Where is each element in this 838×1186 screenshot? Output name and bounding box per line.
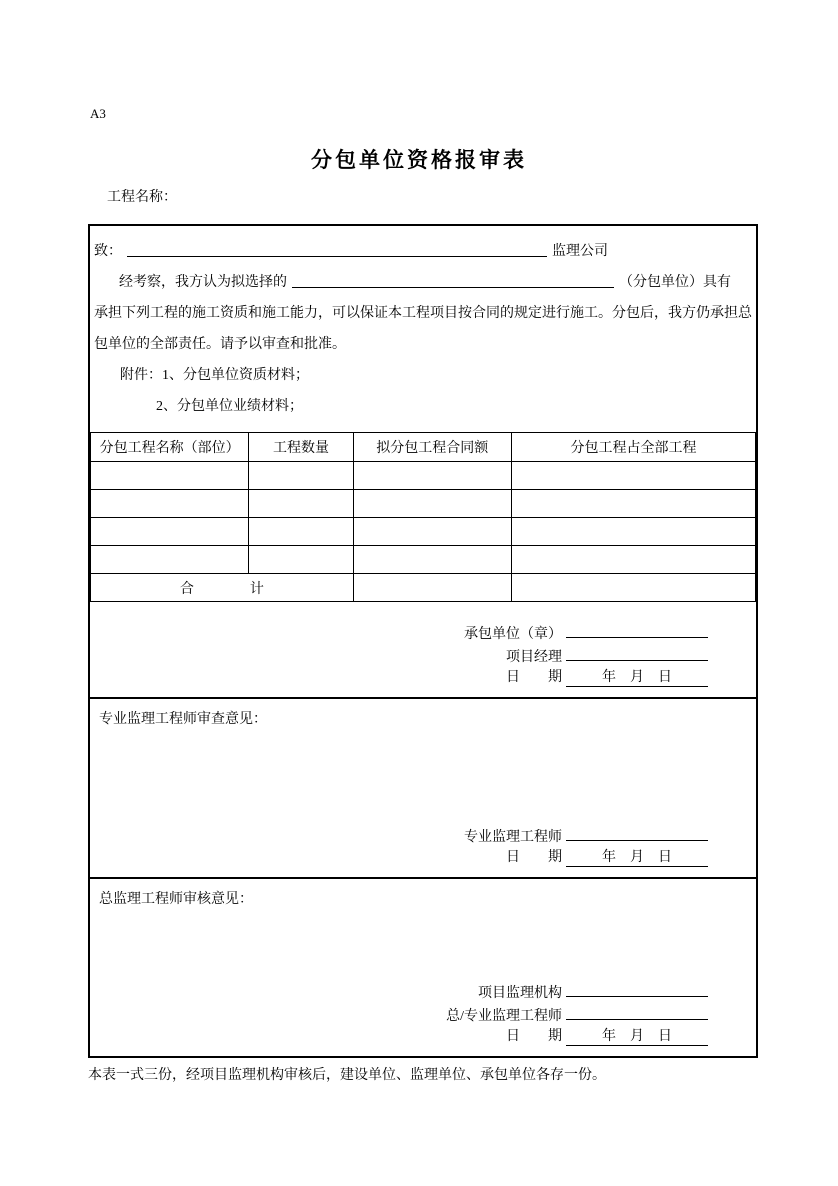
- table-cell[interactable]: [353, 490, 511, 518]
- attachment-item-1: 附件：1、分包单位资质材料；: [120, 368, 309, 383]
- contractor-date-row: [90, 666, 708, 689]
- supervision-org-sign-line[interactable]: [566, 979, 708, 997]
- page-title: 分包单位资格报审表: [311, 148, 527, 172]
- table-row: [91, 546, 756, 574]
- chief-sign-label: 总/专业监理工程师: [446, 1009, 562, 1024]
- to-line: [94, 236, 748, 267]
- to-suffix-label: 监理公司: [552, 244, 608, 259]
- contractor-unit-label: 承包单位（章）: [464, 627, 562, 642]
- supervisor-date-row: [90, 846, 708, 869]
- subcontract-table: [90, 432, 756, 602]
- to-fill-line[interactable]: [127, 252, 547, 257]
- table-cell[interactable]: [511, 462, 755, 490]
- attachment-item-2: 2、分包单位业绩材料；: [156, 399, 303, 414]
- contractor-date-line[interactable]: 年 月 日: [566, 669, 708, 687]
- letter-section: [90, 226, 756, 432]
- table-cell[interactable]: [511, 518, 755, 546]
- subcontractor-fill-line[interactable]: [292, 283, 614, 288]
- header-quantity: 工程数量: [249, 433, 353, 462]
- table-cell[interactable]: [91, 490, 249, 518]
- body-line-2: 包单位的全部责任。请予以审查和批准。: [94, 337, 346, 352]
- supervisor-date-label: 日 期: [506, 850, 562, 865]
- to-label: 致：: [94, 244, 122, 259]
- supervision-org-row: [90, 979, 708, 1002]
- table-cell[interactable]: [511, 546, 755, 574]
- table-cell[interactable]: [249, 546, 353, 574]
- chief-sign-line[interactable]: [566, 1002, 708, 1020]
- contractor-sign-section: [90, 602, 756, 697]
- contractor-unit-sign-line[interactable]: [566, 620, 708, 638]
- chief-opinion-section: [90, 877, 756, 1056]
- form-box: [88, 224, 758, 1058]
- contractor-date-label: 日 期: [506, 670, 562, 685]
- table-row: [91, 490, 756, 518]
- supervisor-opinion-title: 专业监理工程师审查意见：: [99, 712, 267, 727]
- intro-line: [94, 267, 748, 298]
- table-cell[interactable]: [249, 490, 353, 518]
- body-line-1: 承担下列工程的施工资质和施工能力，可以保证本工程项目按合同的规定进行施工。分包后，我方仍承担总: [94, 306, 752, 321]
- project-manager-sign-line[interactable]: [566, 643, 708, 661]
- chief-sign-block: [90, 979, 756, 1056]
- chief-sign-row: [90, 1002, 708, 1025]
- project-manager-row: [90, 643, 708, 666]
- table-cell[interactable]: [353, 546, 511, 574]
- table-row: [91, 462, 756, 490]
- intro-lead-label: 经考察，我方认为拟选择的: [119, 275, 287, 290]
- contractor-sign-block: [90, 620, 756, 689]
- intro-tail-label: （分包单位）具有: [619, 275, 731, 290]
- table-cell[interactable]: [249, 462, 353, 490]
- footer-note: 本表一式三份，经项目监理机构审核后，建设单位、监理单位、承包单位各存一份。: [88, 1068, 606, 1083]
- contractor-unit-row: [90, 620, 708, 643]
- supervisor-sign-row: [90, 823, 708, 846]
- total-amount-cell[interactable]: [353, 574, 511, 602]
- header-proportion: 分包工程占全部工程: [511, 433, 755, 462]
- supervisor-sign-line[interactable]: [566, 823, 708, 841]
- chief-date-line[interactable]: 年 月 日: [566, 1028, 708, 1046]
- table-cell[interactable]: [511, 490, 755, 518]
- header-contract-amount: 拟分包工程合同额: [353, 433, 511, 462]
- table-cell[interactable]: [353, 462, 511, 490]
- table-cell[interactable]: [91, 518, 249, 546]
- table-cell[interactable]: [91, 462, 249, 490]
- table-total-row: [91, 574, 756, 602]
- table-header-row: [91, 433, 756, 462]
- table-row: [91, 518, 756, 546]
- chief-opinion-title: 总监理工程师审核意见：: [99, 892, 253, 907]
- table-cell[interactable]: [91, 546, 249, 574]
- header-work-name: 分包工程名称（部位）: [91, 433, 249, 462]
- supervisor-sign-label: 专业监理工程师: [464, 830, 562, 845]
- chief-date-row: [90, 1025, 708, 1048]
- chief-date-label: 日 期: [506, 1029, 562, 1044]
- table-cell[interactable]: [353, 518, 511, 546]
- total-proportion-cell[interactable]: [511, 574, 755, 602]
- project-manager-label: 项目经理: [506, 650, 562, 665]
- supervision-org-label: 项目监理机构: [478, 986, 562, 1001]
- supervisor-sign-block: [90, 823, 756, 877]
- project-name-label: 工程名称：: [107, 190, 177, 205]
- supervisor-date-line[interactable]: 年 月 日: [566, 849, 708, 867]
- supervisor-opinion-section: [90, 697, 756, 877]
- total-label: 合 计: [91, 574, 354, 602]
- form-code: A3: [90, 106, 106, 121]
- table-cell[interactable]: [249, 518, 353, 546]
